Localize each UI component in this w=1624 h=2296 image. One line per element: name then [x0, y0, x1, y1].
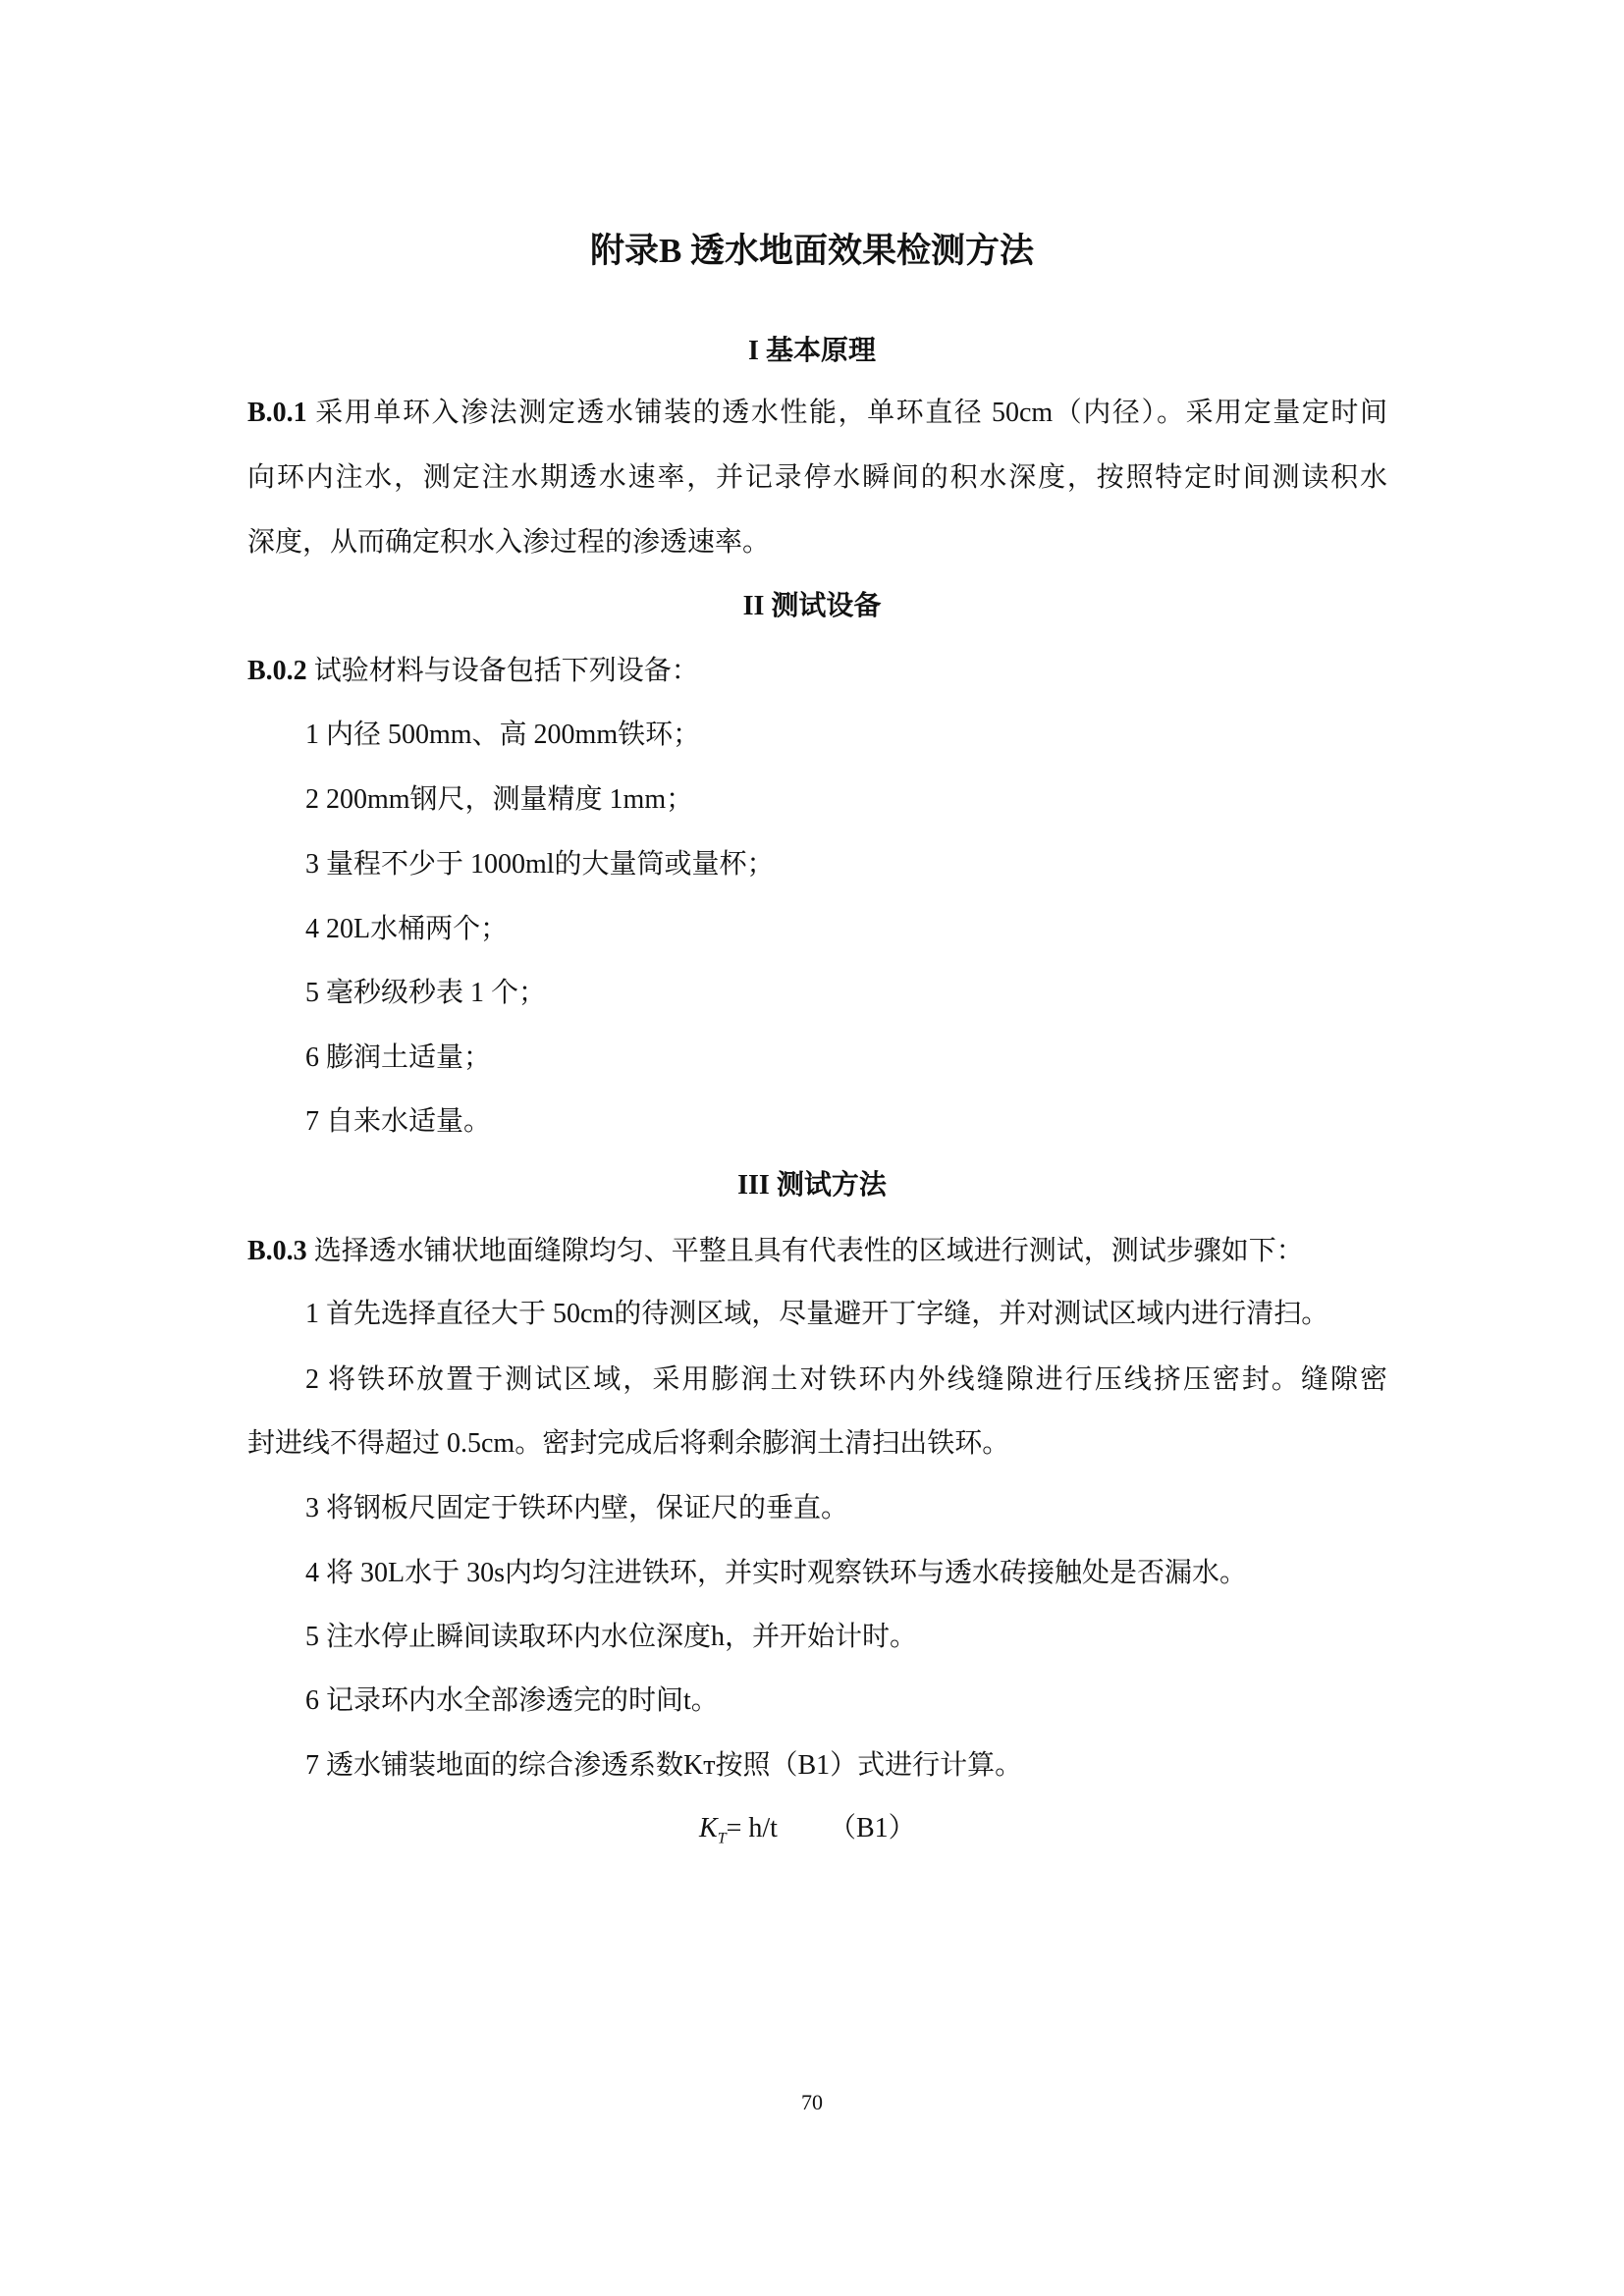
clause-label: B.0.1: [247, 398, 307, 428]
section-heading-equipment: II 测试设备: [742, 591, 882, 621]
text: 选择透水铺状地面缝隙均匀、平整且具有代表性的区域进行测试，测试步骤如下：: [313, 1236, 1304, 1266]
formula-tag: （B1）: [828, 1813, 916, 1843]
step-item: 5 注水停止瞬间读取环内水位深度h，并开始计时。: [305, 1622, 918, 1652]
step-item: 4 将 30L水于 30s内均匀注进铁环，并实时观察铁环与透水砖接触处是否漏水。: [305, 1558, 1248, 1588]
paragraph-b01-line: 向环内注水，测定注水期透水速率，并记录停水瞬间的积水深度，按照特定时间测读积水: [247, 462, 1387, 493]
section-heading-method: III 测试方法: [737, 1170, 887, 1201]
paragraph-b01-line: 深度，从而确定积水入渗过程的渗透速率。: [247, 527, 771, 558]
paragraph-b01-line: [247, 397, 1387, 430]
step-item-continued: 封进线不得超过 0.5cm。密封完成后将剩余膨润土清扫出铁环。: [247, 1428, 1010, 1459]
clause-label: B.0.3: [247, 1236, 307, 1266]
list-item: 3 量程不少于 1000ml的大量筒或量杯；: [305, 849, 775, 880]
section-heading-principle: I 基本原理: [748, 336, 876, 366]
step-item: 6 记录环内水全部渗透完的时间t。: [305, 1685, 719, 1716]
step-item: 7 透水铺装地面的综合渗透系数Kᴛ按照（B1）式进行计算。: [305, 1750, 1023, 1781]
step-item: 1 首先选择直径大于 50cm的待测区域，尽量避开丁字缝，并对测试区域内进行清扫。: [305, 1299, 1329, 1329]
list-item: 1 内径 500mm、高 200mm铁环；: [305, 720, 701, 750]
paragraph-b02-intro: [247, 655, 699, 688]
clause-label: B.0.2: [247, 656, 307, 686]
text: 试验材料与设备包括下列设备：: [313, 656, 699, 686]
page-number: 70: [801, 2090, 823, 2114]
formula-k: K: [699, 1813, 718, 1843]
list-item: 7 自来水适量。: [305, 1106, 492, 1137]
paragraph-b03-intro: [247, 1235, 1304, 1268]
formula-rhs: = h/t: [726, 1813, 778, 1843]
step-item: 3 将钢板尺固定于铁环内壁，保证尺的垂直。: [305, 1493, 849, 1523]
step-item: 2 将铁环放置于测试区域，采用膨润土对铁环内外线缝隙进行压线挤压密封。缝隙密: [305, 1364, 1387, 1395]
list-item: 6 膨润土适量；: [305, 1042, 492, 1073]
formula-b1: [699, 1812, 916, 1856]
list-item: 2 200mm钢尺，测量精度 1mm；: [305, 784, 694, 815]
list-item: 5 毫秒级秒表 1 个；: [305, 978, 547, 1008]
formula-subscript: T: [717, 1830, 727, 1847]
page-title: 附录B 透水地面效果检测方法: [589, 232, 1035, 270]
list-item: 4 20L水桶两个；: [305, 914, 509, 944]
text: 采用单环入渗法测定透水铺装的透水性能，单环直径 50cm（内径）。采用定量定时间: [315, 398, 1388, 428]
